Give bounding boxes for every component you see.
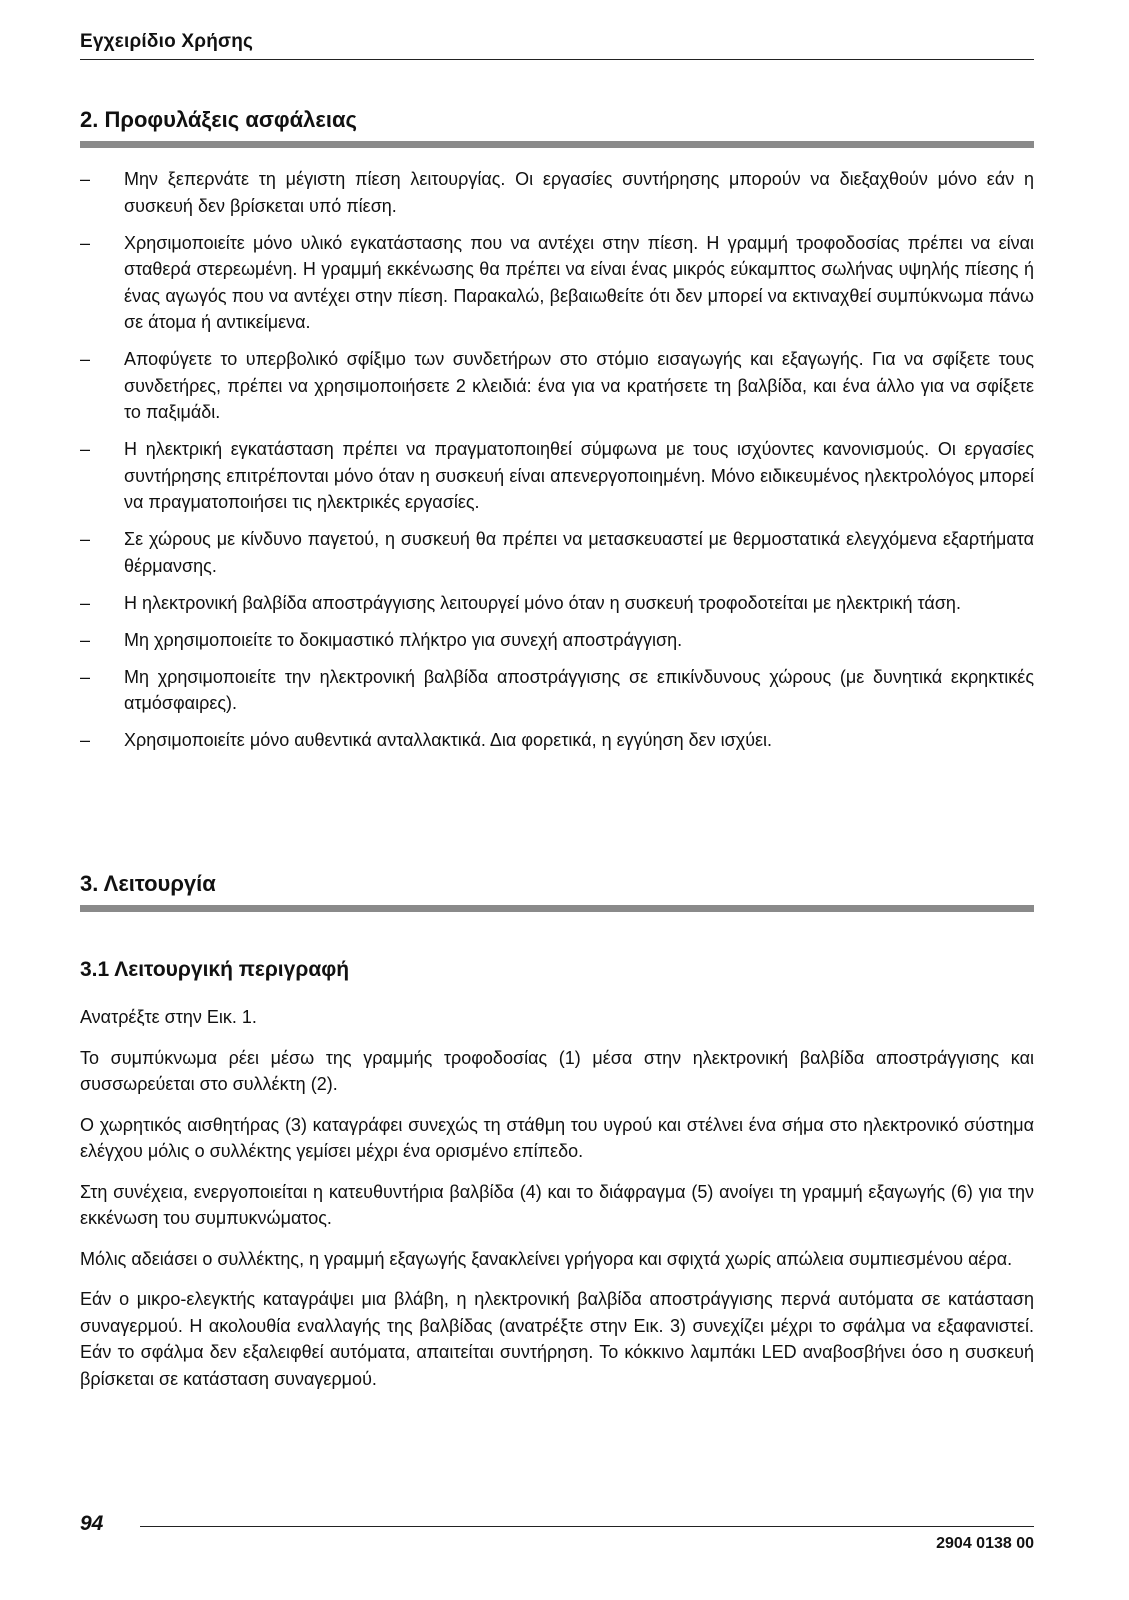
bullet-dash: – [80,232,91,253]
paragraph: Ανατρέξτε στην Εικ. 1. [80,1007,257,1027]
bullet-dash: – [80,529,91,549]
section-3-heading [80,870,1034,912]
list-item-text: Αποφύγετε το υπερβολικό σφίξιμο των συνδετήρων στο στόμιο εισαγωγής και εξαγωγής. Για να σφίξετε τους συνδετήρες, πρέπει να χρησιμοποιήσετε 2 κλειδιά: ένα για να κρατήσετε τη βαλβίδα, και ένα άλλο για να σφίξετε το παξιμάδι. [124,349,1034,422]
bullet-dash: – [80,349,91,369]
list-item [80,230,1034,336]
list-item-text: Μην ξεπερνάτε τη μέγιστη πίεση λειτουργίας. Οι εργασίες συντήρησης μπορούν να διεξαχθούν μόνο εάν η συσκευή δεν βρίσκεται υπό πίεση. [124,169,1034,216]
list-item [80,436,1034,516]
section-2-title: 2. Προφυλάξεις ασφάλειας [80,107,357,132]
paragraph: Εάν ο μικρο-ελεγκτής καταγράψει μια βλάβη, η ηλεκτρονική βαλβίδα αποστράγγισης περνά αυτόματα σε κατάσταση συναγερμού. Η ακολουθία εναλλαγής της βαλβίδας (ανατρέξτε στην Εικ. 3) συνεχίζει μέχρι το σφάλμα να εξαφανιστεί. Εάν το σφάλμα δεν εξαλειφθεί αυτόματα, απαιτείται συντήρηση. Το κόκκινο λαμπάκι LED αναβοσβήνει όσο η συσκευή βρίσκεται σε κατάσταση συναγερμού. [80,1289,1034,1389]
section-2-bar [80,141,1034,148]
functional-description [80,1004,1034,1406]
bullet-dash: – [80,629,91,650]
header-rule [80,59,1034,60]
section-3-bar [80,905,1034,912]
footer-rule [140,1526,1034,1527]
paragraph: Το συμπύκνωμα ρέει μέσω της γραμμής τροφοδοσίας (1) μέσα στην ηλεκτρονική βαλβίδα αποστράγγισης και συσσωρεύεται στο συλλέκτη (2). [80,1047,1034,1094]
bullet-dash: – [80,592,91,613]
section-2-heading [80,106,1034,148]
bullet-dash: – [80,666,91,687]
safety-precautions-list [80,166,1034,764]
list-item [80,627,1034,654]
document-code: 2904 0138 00 [936,1535,1034,1552]
bullet-dash: – [80,169,91,189]
bullet-dash: – [80,439,91,459]
page-number: 94 [80,1512,104,1535]
subsection-title: 3.1 Λειτουργική περιγραφή [80,958,350,981]
list-item [80,166,1034,219]
list-item-text: Μη χρησιμοποιείτε την ηλεκτρονική βαλβίδα αποστράγγισης σε επικίνδυνους χώρους (με δυνητικά εκρηκτικές ατμόσφαιρες). [124,666,1034,713]
list-item [80,664,1034,717]
list-item-text: Η ηλεκτρονική βαλβίδα αποστράγγισης λειτουργεί μόνο όταν η συσκευή τροφοδοτείται με ηλεκτρική τάση. [124,592,961,613]
section-3-title: 3. Λειτουργία [80,871,216,896]
list-item-text: Σε χώρους με κίνδυνο παγετού, η συσκευή θα πρέπει να μετασκευαστεί με θερμοστατικά ελεγχόμενα εξαρτήματα θέρμανσης. [124,529,1034,576]
list-item-text: Μη χρησιμοποιείτε το δοκιμαστικό πλήκτρο για συνεχή αποστράγγιση. [124,629,683,650]
list-item-text: Χρησιμοποιείτε μόνο αυθεντικά ανταλλακτικά. Δια φορετικά, η εγγύηση δεν ισχύει. [124,730,773,750]
paragraph: Ο χωρητικός αισθητήρας (3) καταγράφει συνεχώς τη στάθμη του υγρού και στέλνει ένα σήμα στο ηλεκτρονικό σύστημα ελέγχου μόλις ο συλλέκτης γεμίσει μέχρι ένα ορισμένο επίπεδο. [80,1114,1034,1161]
paragraph: Στη συνέχεια, ενεργοποιείται η κατευθυντήρια βαλβίδα (4) και το διάφραγμα (5) ανοίγει τη γραμμή εξαγωγής (6) για την εκκένωση του συμπυκνώματος. [80,1181,1034,1228]
paragraph: Μόλις αδειάσει ο συλλέκτης, η γραμμή εξαγωγής ξανακλείνει γρήγορα και σφιχτά χωρίς απώλεια συμπιεσμένου αέρα. [80,1248,1013,1269]
list-item [80,346,1034,426]
list-item [80,590,1034,617]
running-header: Εγχειρίδιο Χρήσης [80,31,254,52]
list-item-text: Η ηλεκτρική εγκατάσταση πρέπει να πραγματοποιηθεί σύμφωνα με τους ισχύοντες κανονισμούς. Οι εργασίες συντήρησης επιτρέπονται μόνο όταν η συσκευή είναι απενεργοποιημένη. Μόνο ειδικευμένος ηλεκτρολόγος μπορεί να πραγματοποιήσει τις ηλεκτρικές εργασίες. [124,439,1034,512]
manual-page [80,0,1034,1600]
bullet-dash: – [80,730,91,750]
list-item [80,526,1034,579]
list-item [80,727,1034,754]
list-item-text: Χρησιμοποιείτε μόνο υλικό εγκατάστασης που να αντέχει στην πίεση. Η γραμμή τροφοδοσίας πρέπει να είναι σταθερά στερεωμένη. Η γραμμή εκκένωσης θα πρέπει να είναι ένας μικρός εύκαμπτος σωλήνας υψηλής πίεσης ή ένας αγωγός που να αντέχει στην πίεση. Παρακαλώ, βεβαιωθείτε ότι δεν μπορεί να εκτιναχθεί συμπύκνωμα πάνω σε άτομα ή αντικείμενα. [124,232,1034,332]
